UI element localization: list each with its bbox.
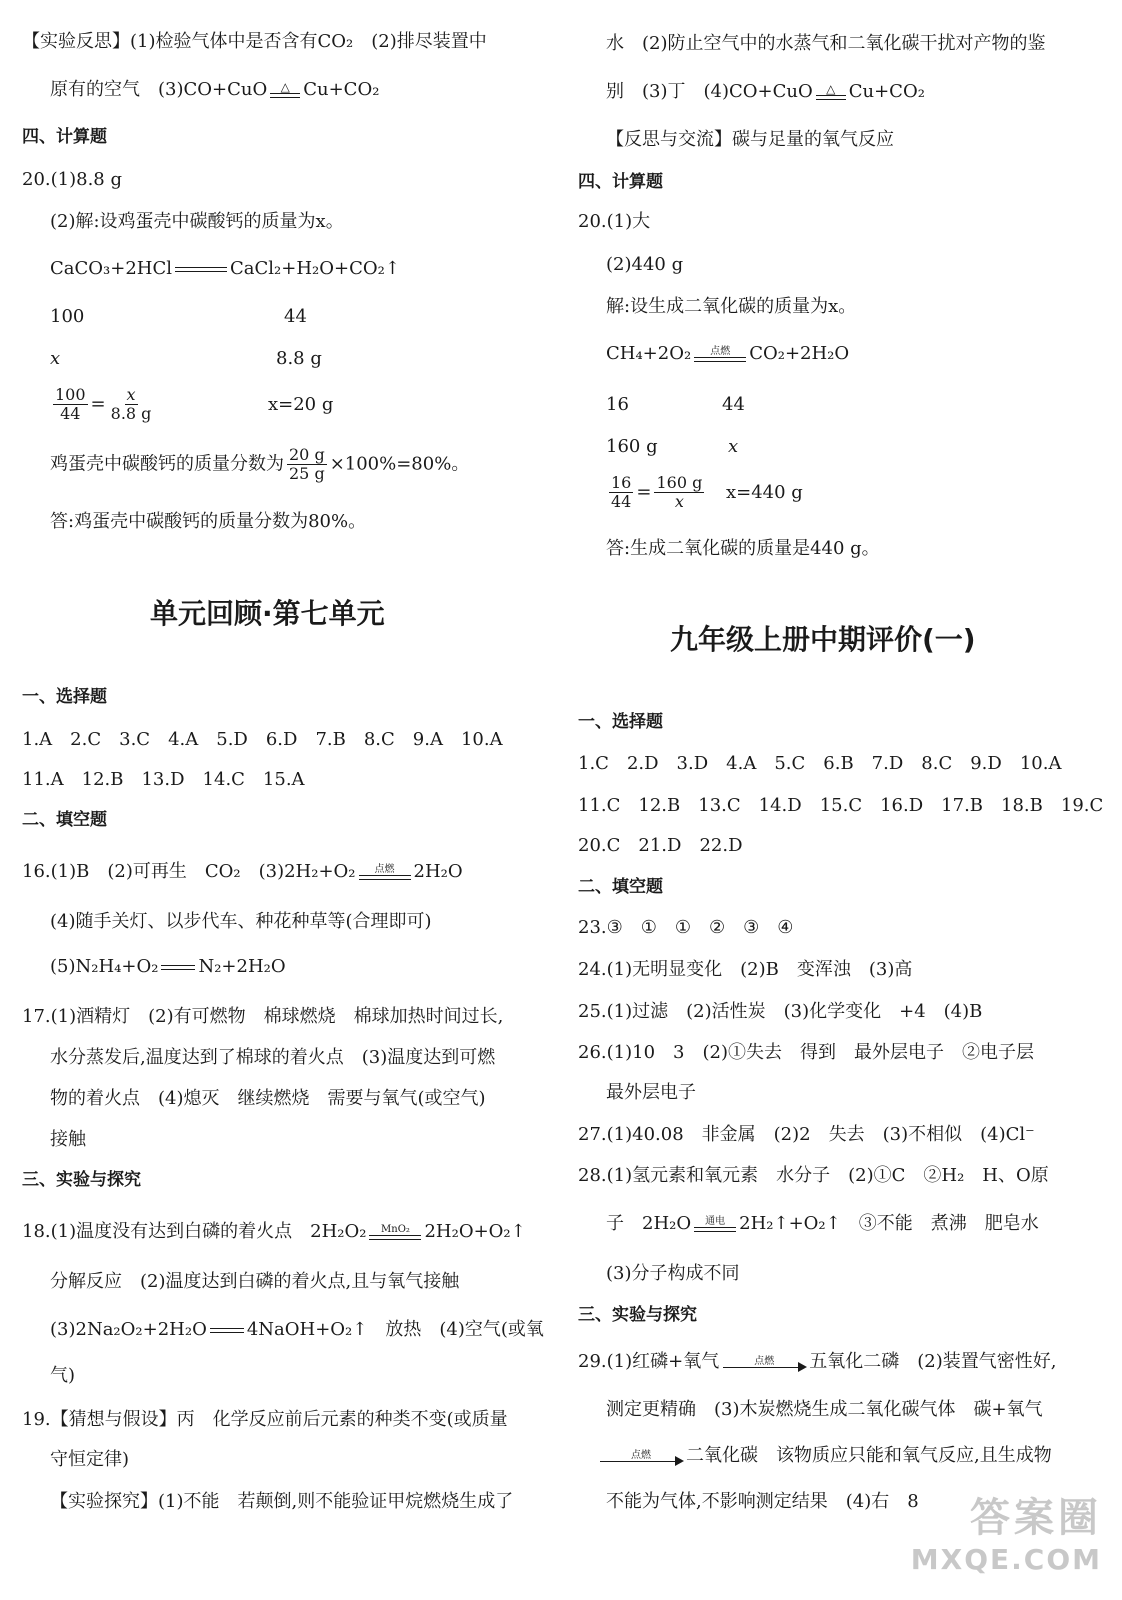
q17-line2: 水分蒸发后,温度达到了棉球的着火点 (3)温度达到可燃 (50, 1047, 496, 1068)
q23: 23.③ ① ① ② ③ ④ (578, 917, 794, 938)
q18-line4: 气) (50, 1365, 76, 1386)
q28-line1: 28.(1)氢元素和氧元素 水分子 (2)①C ②H₂ H、O原 (578, 1165, 1049, 1186)
q19-line3: 【实验探究】(1)不能 若颠倒,则不能验证甲烷燃烧生成了 (50, 1491, 514, 1512)
experiment-reflection-line: 【实验反思】(1)检验气体中是否含有CO₂ (2)排尽装置中 (22, 31, 487, 52)
q19-line2: 守恒定律) (50, 1449, 130, 1470)
q16-line3: (5)N₂H₄+O₂ N₂+2H₂O (50, 956, 286, 977)
q20-part2: (2)解:设鸡蛋壳中碳酸钙的质量为x。 (50, 211, 344, 232)
midterm-title: 九年级上册中期评价(一) (670, 623, 976, 656)
equation-line (22, 78, 379, 102)
q19-line1: 19.【猜想与假设】丙 化学反应前后元素的种类不变(或质量 (22, 1409, 508, 1430)
reaction-equation: CH₄+2O₂ 点燃 CO₂+2H₂O (606, 343, 850, 364)
continued-line1: 水 (2)防止空气中的水蒸气和二氧化碳干扰对产物的鉴 (606, 33, 1046, 54)
continued-line2: 别 (3)丁 (4)CO+CuO △ Cu+CO₂ (606, 81, 925, 102)
ratio-row-1: 100 44 (50, 306, 307, 327)
q28-line2: 子 2H₂O 通电 2H₂↑+O₂↑ ③不能 煮沸 肥皂水 (606, 1213, 1039, 1234)
q26-line2: 最外层电子 (606, 1082, 696, 1103)
q25: 25.(1)过滤 (2)活性炭 (3)化学变化 +4 (4)B (578, 1001, 983, 1022)
ratio-row-1: 16 44 (606, 394, 745, 415)
section-heading-calc: 四、计算题 (578, 172, 663, 192)
q29-line3: 点燃 二氧化碳 该物质应只能和氧气反应,且生成物 (578, 1444, 1052, 1468)
q18-line3: (3)2Na₂O₂+2H₂O 4NaOH+O₂↑ 放热 (4)空气(或氧 (50, 1319, 544, 1340)
ratio-row-2: x 8.8 g (50, 348, 322, 369)
reflection-exchange: 【反思与交流】碳与足量的氧气反应 (606, 129, 894, 150)
section-mc: 一、选择题 (22, 687, 107, 707)
q29-line1: 29.(1)红磷+氧气 点燃 五氧化二磷 (2)装置气密性好, (578, 1351, 1057, 1372)
unit-review-title: 单元回顾·第七单元 (150, 597, 385, 630)
section-experiment: 三、实验与探究 (578, 1305, 697, 1325)
q18-line2: 分解反应 (2)温度达到白磷的着火点,且与氧气接触 (50, 1271, 460, 1292)
q29-line4: 不能为气体,不影响测定结果 (4)右 8 (606, 1491, 919, 1512)
mc-answers-3: 20.C 21.D 22.D (578, 835, 743, 856)
q17-line3: 物的着火点 (4)熄灭 继续燃烧 需要与氧气(或空气) (50, 1088, 486, 1109)
mc-answers-2: 11.C 12.B 13.C 14.D 15.C 16.D 17.B 18.B 19.C (578, 795, 1104, 816)
q27: 27.(1)40.08 非金属 (2)2 失去 (3)不相似 (4)Cl⁻ (578, 1124, 1035, 1145)
q17-line1: 17.(1)酒精灯 (2)有可燃物 棉球燃烧 棉球加热时间过长, (22, 1006, 504, 1027)
q17-line4: 接触 (50, 1129, 86, 1150)
q20-solution: 解:设生成二氧化碳的质量为x。 (606, 296, 857, 317)
q16-line1: 16.(1)B (2)可再生 CO₂ (3)2H₂+O₂ 点燃 2H₂O (22, 861, 463, 882)
q29-line2: 测定更精确 (3)木炭燃烧生成二氧化碳气体 碳+氧气 (606, 1399, 1043, 1420)
section-fill: 二、填空题 (578, 877, 663, 897)
mc-answers-2: 11.A 12.B 13.D 14.C 15.A (22, 769, 305, 790)
answer-line: 答:生成二氧化碳的质量是440 g。 (606, 538, 880, 559)
q20-part2: (2)440 g (606, 254, 684, 275)
q18-line1: 18.(1)温度没有达到白磷的着火点 2H₂O₂ MnO₂ 2H₂O+O₂↑ (22, 1221, 526, 1242)
answer-line: 答:鸡蛋壳中碳酸钙的质量分数为80%。 (50, 511, 367, 532)
ratio-row-2: 160 g x (606, 436, 739, 457)
proportion-row: $\frac{16}{44}$ = $\frac{160 g}{x}$ x=440 g (611, 473, 803, 511)
equation-right: Cu+CO₂ (303, 79, 380, 100)
q24: 24.(1)无明显变化 (2)B 变浑浊 (3)高 (578, 959, 913, 980)
equation-left: 原有的空气 (3)CO+CuO (50, 79, 268, 100)
proportion-row: $\frac{100}{44}$ = $\frac{x}{8.8 g}$ x=20 g (55, 385, 334, 423)
section-heading-calc: 四、计算题 (22, 127, 107, 147)
section-mc: 一、选择题 (578, 712, 663, 732)
q26-line1: 26.(1)10 3 (2)①失去 得到 最外层电子 ②电子层 (578, 1042, 1034, 1063)
q20-part1: 20.(1)大 (578, 211, 651, 232)
section-fill: 二、填空题 (22, 810, 107, 830)
q28-line3: (3)分子构成不同 (606, 1263, 740, 1284)
percentage-row: 鸡蛋壳中碳酸钙的质量分数为 $\frac{20 g}{25 g}$ ×100%=80%。 (50, 445, 470, 483)
right-column (578, 0, 1118, 1600)
section-experiment: 三、实验与探究 (22, 1170, 141, 1190)
q20-part1: 20.(1)8.8 g (22, 169, 122, 190)
mc-answers-1: 1.A 2.C 3.C 4.A 5.D 6.D 7.B 8.C 9.A 10.A (22, 729, 503, 750)
reaction-equation: CaCO₃+2HCl CaCl₂+H₂O+CO₂↑ (50, 258, 400, 279)
heat-condition: △ (270, 82, 300, 98)
left-column (22, 0, 562, 1600)
mc-answers-1: 1.C 2.D 3.D 4.A 5.C 6.B 7.D 8.C 9.D 10.A (578, 753, 1062, 774)
site-watermark: 答案圈 MXQE.COM (910, 1495, 1102, 1576)
q16-line2: (4)随手关灯、以步代车、种花种草等(合理即可) (50, 911, 432, 932)
